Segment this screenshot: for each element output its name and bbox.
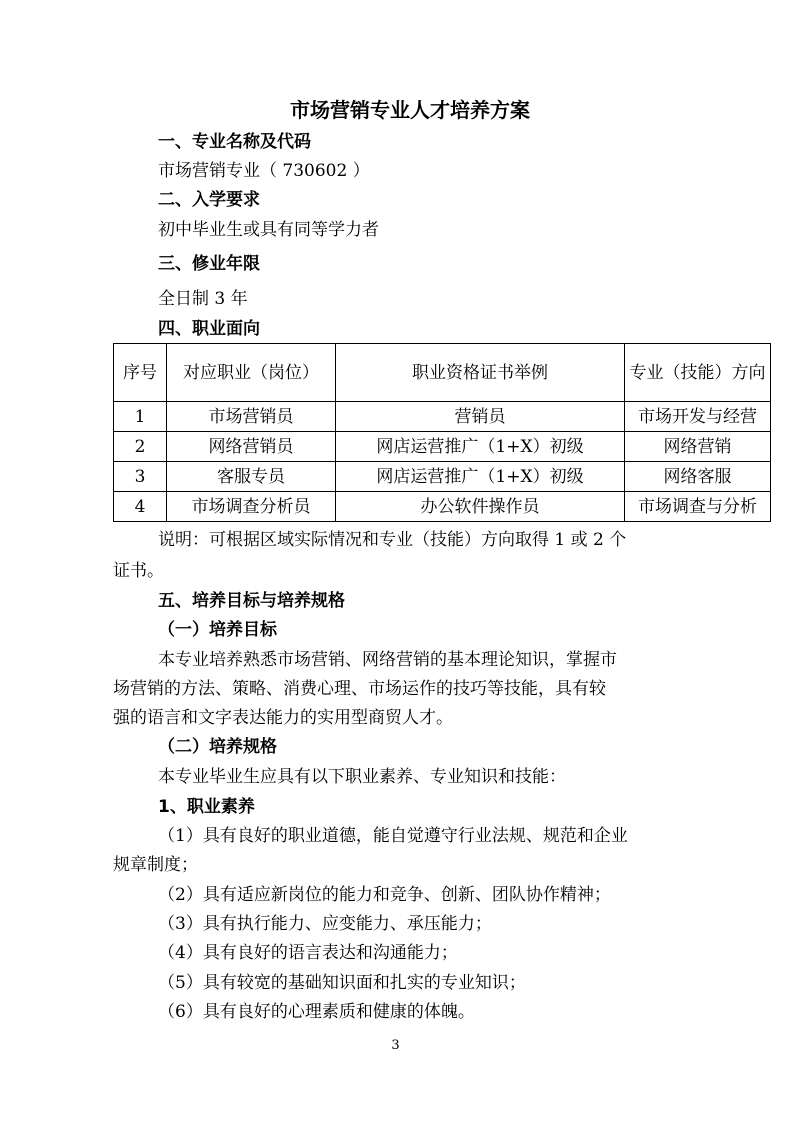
page-number: 3 [391, 1038, 400, 1053]
section-2-heading: 二、入学要求 [158, 190, 260, 210]
table-cell: 网络营销 [625, 432, 771, 462]
list-item: （5）具有较宽的基础知识面和扎实的专业知识； [158, 973, 526, 993]
table-cell: 市场开发与经营 [625, 402, 771, 432]
professional-quality-heading: 1、职业素养 [158, 797, 255, 817]
table-cell: 市场调查分析员 [167, 492, 336, 522]
table-note-line-1: 说明：可根据区域实际情况和专业（技能）方向取得 1 或 2 个 [158, 530, 627, 550]
subsection-goals-heading: （一）培养目标 [158, 620, 277, 640]
list-item: （6）具有良好的心理素质和健康的体魄。 [158, 1002, 475, 1022]
section-4-heading: 四、职业面向 [158, 319, 260, 339]
section-2-body: 初中毕业生或具有同等学力者 [158, 220, 379, 240]
table-cell: 1 [114, 402, 167, 432]
table-row [114, 462, 771, 492]
goals-paragraph-line-2: 场营销的方法、策略、消费心理、市场运作的技巧等技能，具有较 [113, 679, 606, 699]
list-item: （2）具有适应新岗位的能力和竞争、创新、团队协作精神； [158, 885, 611, 905]
list-item: 规章制度； [113, 855, 198, 875]
section-3-heading: 三、修业年限 [158, 254, 260, 274]
list-item: （4）具有良好的语言表达和沟通能力； [158, 943, 458, 963]
table-cell: 客服专员 [167, 462, 336, 492]
goals-paragraph-line-1: 本专业培养熟悉市场营销、网络营销的基本理论知识，掌握市 [158, 650, 617, 670]
goals-paragraph-line-3: 强的语言和文字表达能力的实用型商贸人才。 [113, 708, 453, 728]
document-title: 市场营销专业人才培养方案 [290, 98, 530, 122]
table-cell: 营销员 [336, 402, 625, 432]
specs-intro: 本专业毕业生应具有以下职业素养、专业知识和技能： [158, 767, 566, 787]
table-row [114, 432, 771, 462]
table-cell: 4 [114, 492, 167, 522]
table-cell: 网络营销员 [167, 432, 336, 462]
table-cell: 市场调查与分析 [625, 492, 771, 522]
table-header-cell: 职业资格证书举例 [336, 344, 625, 402]
table-cell: 市场营销员 [167, 402, 336, 432]
table-note-line-2: 证书。 [113, 561, 164, 581]
table-cell: 3 [114, 462, 167, 492]
subsection-specs-heading: （二）培养规格 [158, 737, 277, 757]
table-cell: 网店运营推广（1+X）初级 [336, 432, 625, 462]
section-5-heading: 五、培养目标与培养规格 [158, 591, 345, 611]
table-header-cell: 序号 [114, 344, 167, 402]
table-cell: 网店运营推广（1+X）初级 [336, 462, 625, 492]
list-item: （3）具有执行能力、应变能力、承压能力； [158, 914, 492, 934]
table-header-cell: 对应职业（岗位） [167, 344, 336, 402]
occupation-table [113, 343, 771, 522]
section-1-body: 市场营销专业（ 730602 ） [158, 161, 370, 181]
table-cell: 网络客服 [625, 462, 771, 492]
section-3-body: 全日制 3 年 [158, 289, 248, 309]
table-header-cell: 专业（技能）方向 [625, 344, 771, 402]
table-row [114, 402, 771, 432]
table-cell: 办公软件操作员 [336, 492, 625, 522]
table-row [114, 492, 771, 522]
table-header-row [114, 344, 771, 402]
list-item: （1）具有良好的职业道德，能自觉遵守行业法规、规范和企业 [158, 826, 628, 846]
table-cell: 2 [114, 432, 167, 462]
section-1-heading: 一、专业名称及代码 [158, 132, 311, 152]
